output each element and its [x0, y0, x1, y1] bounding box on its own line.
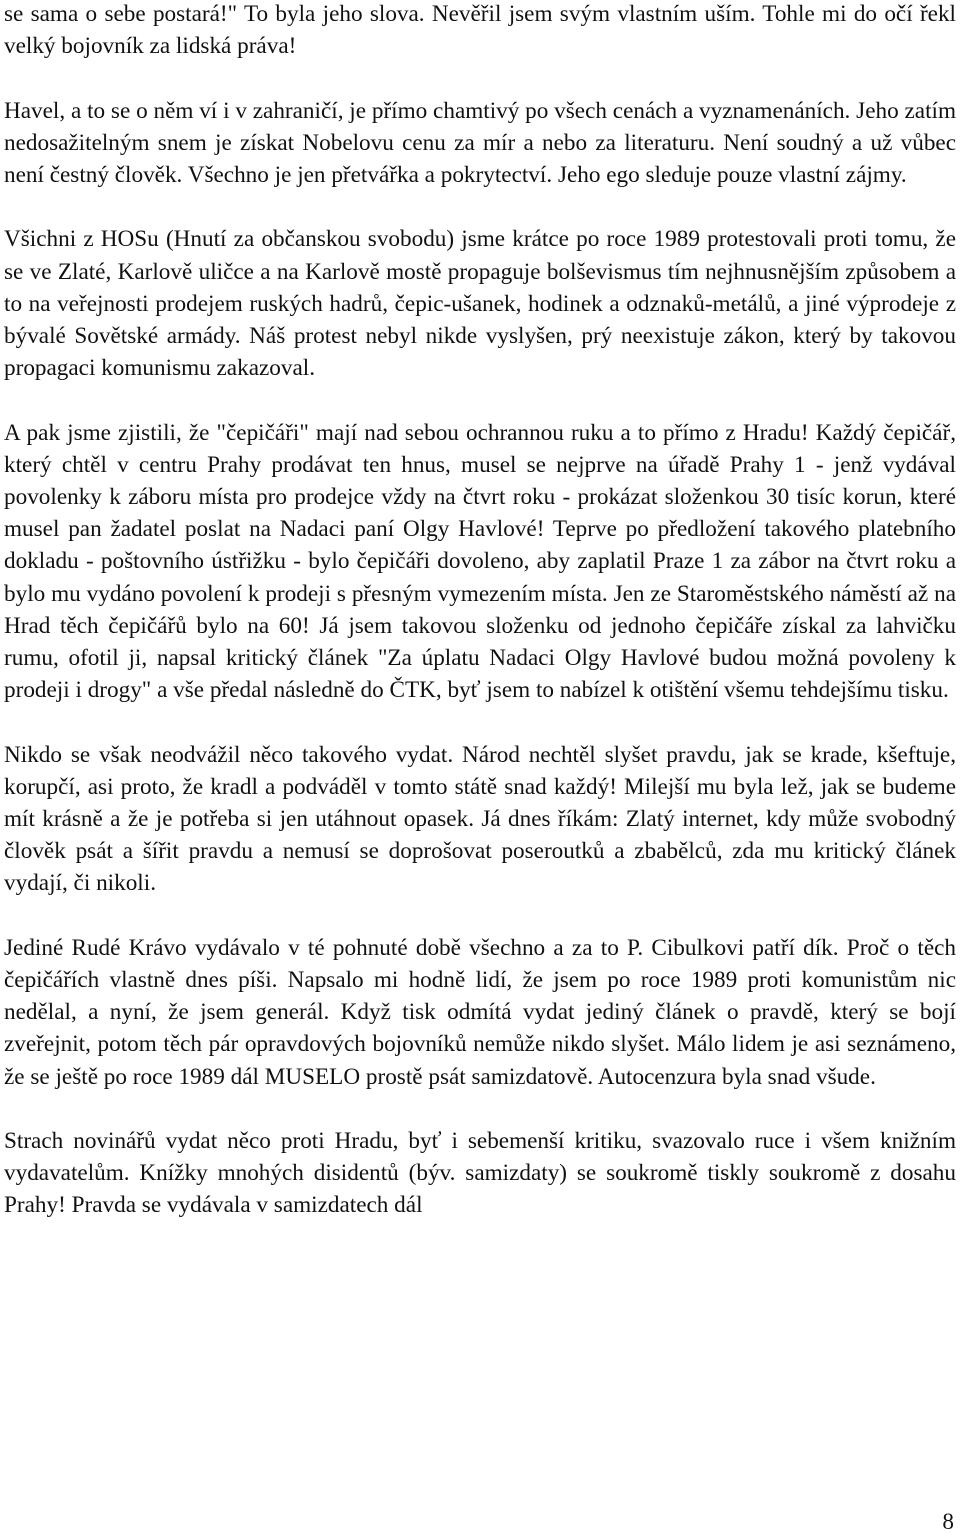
paragraph-3: Všichni z HOSu (Hnutí za občanskou svobodu) jsme krátce po roce 1989 protestovali proti tomu, že se ve Zlaté, Karlově uličce a na Karlově mostě propaguje bolševismus tím nejhnusnějším způsobem a to na veřejnosti prodejem ruských hadrů, čepic-ušanek, hodinek a odznaků-metálů, a jiné výprodeje z bývalé Sovětské armády. Náš protest nebyl nikde vyslyšen, prý neexistuje zákon, který by takovou propagaci komunismu zakazoval. — [4, 226, 956, 382]
paragraph-6: Jediné Rudé Krávo vydávalo v té pohnuté době všechno a za to P. Cibulkovi patří dík. Proč o těch čepičářích vlastně dnes píši. Napsalo mi hodně lidí, že jsem po roce 1989 proti komunistům nic nedělal, a nyní, že jsem generál. Když tisk odmítá vydat jediný článek o pravdě, který se bojí zveřejnit, potom těch pár opravdových bojovníků nemůže nikdo slyšet. Málo lidem je asi seznámeno, že se ještě po roce 1989 dál MUSELO prostě psát samizdatově. Autocenzura byla snad všude. — [4, 934, 956, 1090]
paragraph-1: se sama o sebe postará!" To byla jeho slova. Nevěřil jsem svým vlastním uším. Tohle mi do očí řekl velký bojovník za lidská práva! — [4, 1, 956, 60]
page-number: 8 — [942, 1509, 954, 1535]
document-body — [4, 0, 956, 1254]
paragraph-4: A pak jsme zjistili, že "čepičáři" mají nad sebou ochrannou ruku a to přímo z Hradu! Každý čepičář, který chtěl v centru Prahy prodávat ten hnus, musel se nejprve na úřadě Prahy 1 - jenž vydával povolenky k záboru místa pro prodejce vždy na čtvrt roku - prokázat složenkou 30 tisíc korun, které musel pan žadatel poslat na Nadaci paní Olgy Havlové! Teprve po předložení takového platebního dokladu - poštovního ústřižku - bylo čepičáři dovoleno, aby zaplatil Praze 1 za zábor na čtvrt roku a bylo mu vydáno povolení k prodeji s přesným vymezením místa. Jen ze Staroměstského náměstí až na Hrad těch čepičářů bylo na 60! Já jsem takovou složenku od jednoho čepičáře získal za lahvičku rumu, ofotil ji, napsal kritický článek "Za úplatu Nadaci Olgy Havlové budou možná povoleny k prodeji i drogy" a vše předal následně do ČTK, byť jsem to nabízel k otištění všemu tehdejšímu tisku. — [4, 419, 956, 704]
paragraph-5: Nikdo se však neodvážil něco takového vydat. Národ nechtěl slyšet pravdu, jak se krade, kšeftuje, korupčí, asi proto, že kradl a podváděl v tomto státě snad každý! Milejší mu byla lež, jak se budeme mít krásně a že je potřeba si jen utáhnout opasek. Já dnes říkám: Zlatý internet, kdy může svobodný člověk psát a šířit pravdu a nemusí se doprošovat poseroutků a zbabělců, zda mu kritický článek vydají, či nikoli. — [4, 741, 956, 897]
paragraph-2: Havel, a to se o něm ví i v zahraničí, je přímo chamtivý po všech cenách a vyznamenáních. Jeho zatím nedosažitelným snem je získat Nobelovu cenu za mír a nebo za literaturu. Není soudný a už vůbec není čestný člověk. Všechno je jen přetvářka a pokrytectví. Jeho ego sleduje pouze vlastní zájmy. — [4, 97, 956, 188]
paragraph-7: Strach novinářů vydat něco proti Hradu, byť i sebemenší kritiku, svazovalo ruce i všem knižním vydavatelům. Knížky mnohých disidentů (býv. samizdaty) se soukromě tiskly soukromě z dosahu Prahy! Pravda se vydávala v samizdatech dál — [4, 1128, 956, 1219]
